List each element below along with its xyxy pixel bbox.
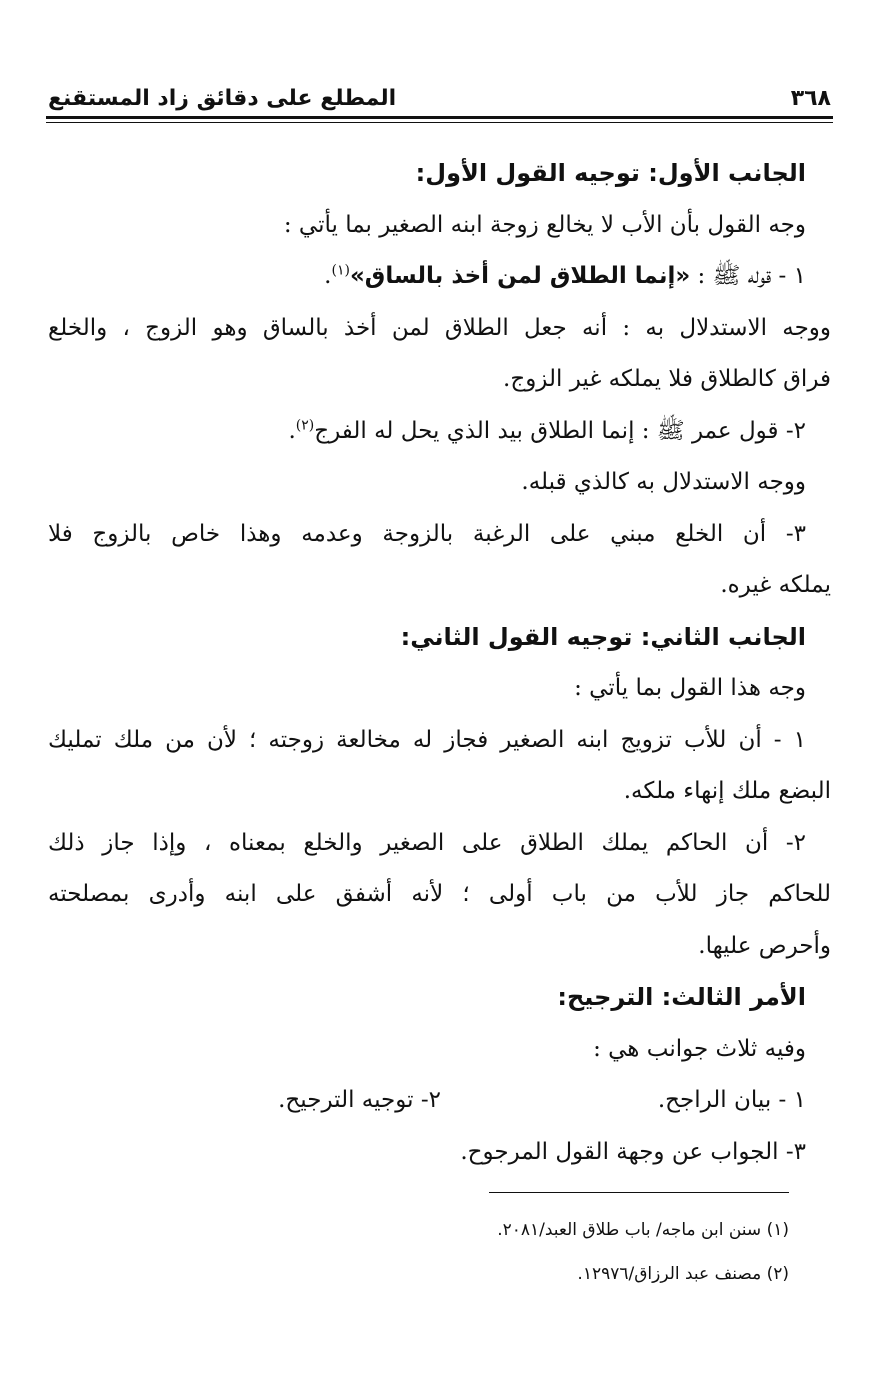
evidence-item-2 (48, 406, 831, 458)
second-view-item-1-line-1: ١ - أن للأب تزويج ابنه الصغير فجاز له مخالعة زوجته ؛ لأن من ملك تمليك (48, 726, 806, 753)
evidence-item-3-line-1: ٣- أن الخلع مبني على الرغبة بالزوجة وعدمه وهذا خاص بالزوج فلا (48, 520, 806, 547)
intro-preference: وفيه ثلاث جوانب هي : (593, 1035, 806, 1062)
intro-second-view: وجه هذا القول بما يأتي : (574, 675, 806, 701)
section-heading-first-aspect: الجانب الأول: توجيه القول الأول: (415, 159, 806, 187)
preference-item-3: ٣- الجواب عن وجهة القول المرجوح. (460, 1138, 806, 1165)
evidence-reasoning-1-line-1: ووجه الاستدلال به : أنه جعل الطلاق لمن أخذ بالساق وهو الزوج ، والخلع (48, 314, 831, 341)
footnote-1: (١) سنن ابن ماجه/ باب طلاق العبد/٢٠٨١. (497, 1220, 789, 1240)
second-view-item-1-line-2: البضع ملك إنهاء ملكه. (623, 778, 831, 804)
header-rule-thick (46, 116, 833, 119)
footnote-2: (٢) مصنف عبد الرزاق/١٢٩٧٦. (577, 1264, 789, 1284)
footnotes (48, 1208, 789, 1296)
intro-first-view: وجه القول بأن الأب لا يخالع زوجة ابنه الصغير بما يأتي : (283, 211, 806, 238)
page-body (48, 148, 831, 1178)
page-header (48, 80, 831, 116)
footnote-separator (489, 1192, 789, 1193)
preference-item-2: ٢- توجيه الترجيح. (278, 1087, 441, 1113)
book-title: المطلع على دقائق زاد المستقنع (48, 85, 397, 111)
preference-items-row (48, 1075, 831, 1127)
page-number: ٣٦٨ (790, 85, 831, 111)
evidence-reasoning-1-line-2: فراق كالطلاق فلا يملكه غير الزوج. (503, 366, 831, 392)
item-2-end: . (288, 417, 296, 444)
item-1-end: . (324, 263, 332, 289)
item-2-text: ٢- قول عمر ﷺ : إنما الطلاق بيد الذي يحل له الفرج (314, 417, 806, 444)
footnote-ref-1: (١) (331, 262, 350, 279)
second-view-item-2-line-3: وأحرص عليها. (698, 932, 831, 959)
evidence-reasoning-2: ووجه الاستدلال به كالذي قبله. (521, 469, 806, 495)
second-view-item-2-line-1: ٢- أن الحاكم يملك الطلاق على الصغير والخلع بمعناه ، وإذا جاز ذلك (48, 829, 806, 856)
item-1-prefix: ١ - قوله ﷺ : (690, 263, 806, 289)
hadith-text: «إنما الطلاق لمن أخذ بالساق» (349, 263, 691, 289)
section-heading-second-aspect: الجانب الثاني: توجيه القول الثاني: (400, 622, 806, 651)
second-view-item-2-line-2: للحاكم جاز للأب من باب أولى ؛ لأنه أشفق على ابنه وأدرى بمصلحته (48, 881, 831, 907)
preference-item-1: ١ - بيان الراجح. (657, 1087, 806, 1113)
header-rule-thin (46, 122, 833, 123)
section-heading-preference: الأمر الثالث: الترجيح: (557, 983, 806, 1011)
evidence-item-1 (48, 251, 831, 303)
evidence-item-3-line-2: يملكه غيره. (720, 572, 831, 598)
footnote-ref-2: (٢) (295, 416, 315, 433)
